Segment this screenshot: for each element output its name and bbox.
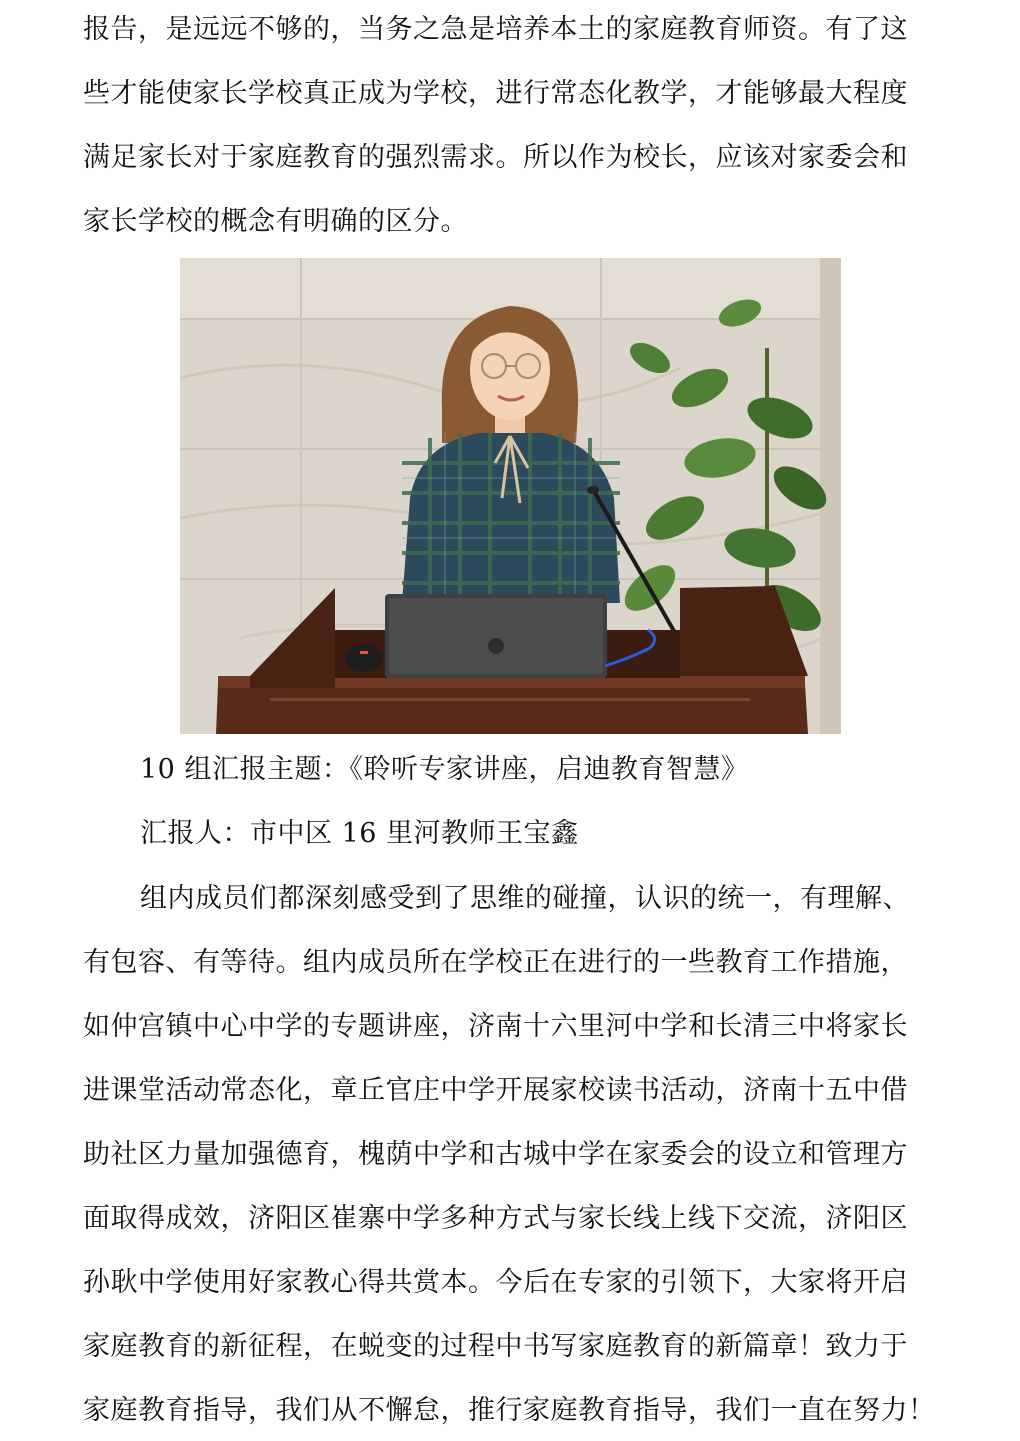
paragraph-2-line-3: 如仲宫镇中心中学的专题讲座，济南十六里河中学和长清三中将家长 xyxy=(83,1011,908,1042)
paragraph-2-line-9: 家庭教育指导，我们从不懈怠，推行家庭教育指导，我们一直在努力！ xyxy=(83,1395,936,1426)
paragraph-1-line-4: 家长学校的概念有明确的区分。 xyxy=(83,206,468,237)
report-reporter: 汇报人：市中区 16 里河教师王宝鑫 xyxy=(140,818,579,849)
paragraph-2-line-7: 孙耿中学使用好家教心得共赏本。今后在专家的引领下，大家将开启 xyxy=(83,1267,908,1298)
paragraph-2-line-6: 面取得成效，济阳区崔寨中学多种方式与家长线上线下交流，济阳区 xyxy=(83,1203,908,1234)
paragraph-2-line-8: 家庭教育的新征程，在蜕变的过程中书写家庭教育的新篇章！致力于 xyxy=(83,1331,908,1362)
laptop xyxy=(385,594,607,678)
paragraph-2-line-1: 组内成员们都深刻感受到了思维的碰撞，认识的统一，有理解、 xyxy=(140,883,910,914)
paragraph-1-line-3: 满足家长对于家庭教育的强烈需求。所以作为校长，应该对家委会和 xyxy=(83,142,908,173)
speaker-photo xyxy=(180,258,841,734)
paragraph-2-line-5: 助社区力量加强德育，槐荫中学和古城中学在家委会的设立和管理方 xyxy=(83,1139,908,1170)
paragraph-1-line-2: 些才能使家长学校真正成为学校，进行常态化教学，才能够最大程度 xyxy=(83,78,908,109)
paragraph-2-line-2: 有包容、有等待。组内成员所在学校正在进行的一些教育工作措施， xyxy=(83,947,908,978)
paragraph-1-line-1: 报告，是远远不够的，当务之急是培养本土的家庭教育师资。有了这 xyxy=(83,14,908,45)
report-topic: 10 组汇报主题：《聆听专家讲座，启迪教育智慧》 xyxy=(140,754,749,785)
paragraph-2-line-4: 进课堂活动常态化，章丘官庄中学开展家校读书活动，济南十五中借 xyxy=(83,1075,908,1106)
